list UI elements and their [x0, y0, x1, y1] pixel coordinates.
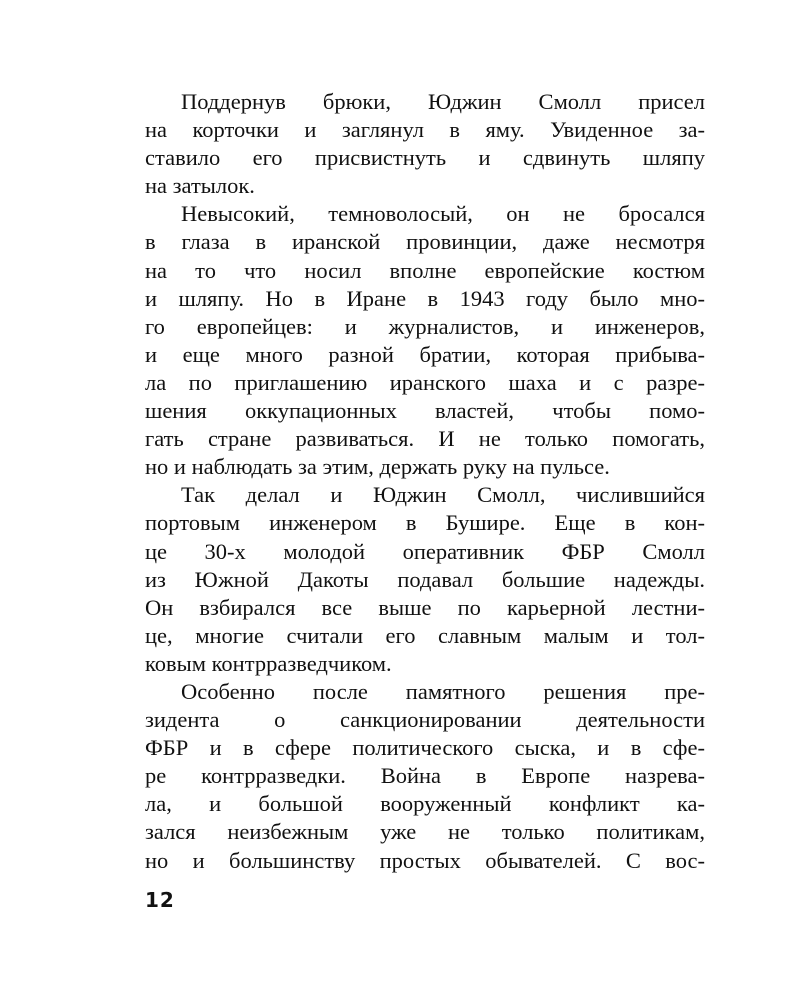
text-line: гать стране развиваться. И не только помогать,: [145, 426, 705, 452]
text-line: шения оккупационных властей, чтобы помо-: [145, 398, 705, 424]
text-line: це, многие считали его славным малым и тол-: [145, 622, 705, 648]
text-line: зидента о санкционировании деятельности: [145, 707, 705, 733]
text-line: ре контрразведки. Война в Европе назрева-: [145, 763, 705, 789]
text-line: на то что носил вполне европейские костюм: [145, 257, 705, 283]
text-line: Так делал и Юджин Смолл, числившийся: [181, 482, 705, 508]
text-line: и еще много разной братии, которая прибыва-: [145, 341, 705, 367]
text-line: портовым инженером в Бушире. Еще в кон-: [145, 510, 705, 536]
text-line: Особенно после памятного решения пре-: [181, 678, 705, 704]
text-line: ла по приглашению иранского шаха и с разре-: [145, 369, 705, 395]
page-number: 12: [145, 888, 175, 912]
text-line: ла, и большой вооруженный конфликт ка-: [145, 791, 705, 817]
text-line: и шляпу. Но в Иране в 1943 году было мно-: [145, 285, 705, 311]
body-text: [145, 88, 705, 875]
text-line: го европейцев: и журналистов, и инженеров,: [145, 313, 705, 339]
text-line: зался неизбежным уже не только политикам,: [145, 819, 705, 845]
text-line: Поддернув брюки, Юджин Смолл присел: [181, 89, 705, 114]
text-line: в глаза в иранской провинции, даже несмотря: [145, 229, 705, 255]
text-line: но и большинству простых обывателей. С вос-: [145, 847, 705, 873]
text-line: ковым контрразведчиком.: [145, 650, 392, 676]
text-line: на затылок.: [145, 173, 255, 199]
text-line: но и наблюдать за этим, держать руку на пульсе.: [145, 454, 610, 480]
text-line: из Южной Дакоты подавал большие надежды.: [145, 566, 705, 592]
text-line: це 30-х молодой оперативник ФБР Смолл: [145, 538, 705, 564]
text-line: ставило его присвистнуть и сдвинуть шляпу: [145, 145, 705, 171]
text-line: на корточки и заглянул в яму. Увиденное за-: [145, 117, 705, 143]
text-line: Невысокий, темноволосый, он не бросался: [181, 201, 705, 227]
text-line: ФБР и в сфере политического сыска, и в сфе-: [145, 735, 705, 761]
text-line: Он взбирался все выше по карьерной лестни-: [145, 594, 705, 620]
